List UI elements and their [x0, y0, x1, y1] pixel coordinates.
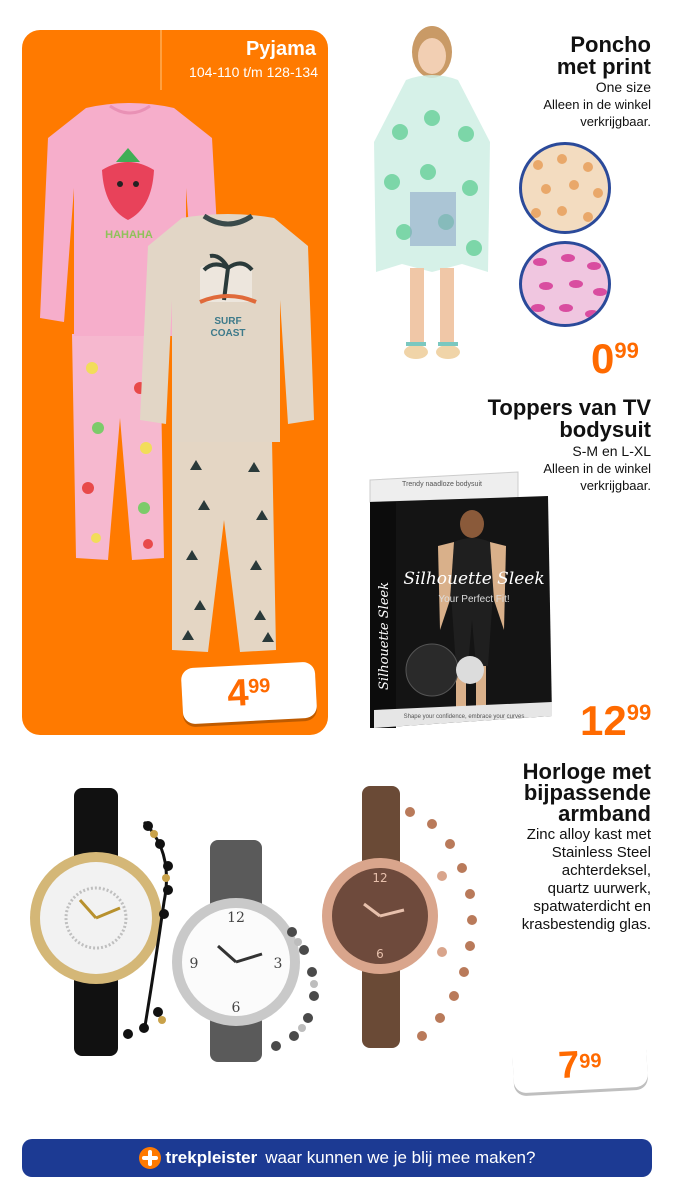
svg-text:6: 6: [376, 947, 384, 961]
svg-text:12: 12: [372, 871, 388, 885]
shirt-print-text: HAHAHA: [105, 229, 153, 241]
watch-price-cents: 99: [578, 1049, 603, 1074]
shirt-print-text-surf: SURF: [214, 316, 242, 327]
svg-text:12: 12: [227, 910, 245, 926]
svg-text:3: 3: [273, 956, 283, 972]
pyjama-sizes: 104-110 t/m 128-134: [189, 64, 318, 80]
poncho-price-main: 0: [591, 335, 615, 382]
watch-desc-line5: spatwaterdicht en: [533, 898, 651, 915]
watch-desc-line1: Zinc alloy kast met: [526, 826, 651, 843]
poncho-price-cents: 99: [614, 338, 639, 363]
watch-title-line3: armband: [558, 801, 651, 826]
watch-title-line1: Horloge met: [522, 759, 651, 784]
pyjama-panel: [22, 30, 328, 735]
pyjama-price-badge: [181, 662, 318, 725]
panel-divider: [160, 30, 162, 90]
bodysuit-box-image: [368, 470, 554, 732]
poncho-note-line2: verkrijgbaar.: [580, 114, 651, 129]
watch-desc-line4: quartz uurwerk,: [547, 880, 651, 897]
poncho-print-swatch-pink: [519, 241, 611, 327]
bodysuit-note-line2: verkrijgbaar.: [580, 478, 651, 493]
box-brand-text: Silhouette Sleek: [403, 569, 545, 589]
bodysuit-title-line1: Toppers van TV: [487, 395, 651, 420]
watch-price-badge: [512, 1037, 648, 1094]
bodysuit-title-line2: bodysuit: [559, 417, 651, 442]
beige-pyjama-image: [138, 210, 318, 660]
poncho-note-line1: Alleen in de winkel: [543, 97, 651, 112]
watch-title-line2: bijpassende: [523, 780, 651, 805]
footer-slogan: waar kunnen we je blij mee maken?: [265, 1148, 536, 1167]
bodysuit-price-cents: 99: [626, 700, 652, 725]
trekpleister-logo-icon: [139, 1147, 161, 1169]
box-top-text: Trendy naadloze bodysuit: [402, 481, 482, 488]
box-side-text: Silhouette Sleek: [377, 581, 392, 690]
svg-text:9: 9: [189, 956, 199, 972]
poncho-model-image: [370, 22, 494, 374]
poncho-title-line1: Poncho: [570, 32, 651, 57]
watch-desc-line3: achterdeksel,: [561, 862, 651, 879]
watch-desc-line6: krasbestendig glas.: [521, 916, 651, 933]
poncho-print-swatch-orange: [519, 142, 611, 234]
poncho-price: [591, 335, 639, 382]
box-tagline-text: Your Perfect Fit!: [438, 594, 510, 605]
poncho-title-line2: met print: [556, 54, 651, 79]
shirt-print-text-coast: COAST: [210, 328, 246, 339]
pyjama-price-cents: 99: [247, 674, 271, 699]
trekpleister-logo[interactable]: [139, 1147, 258, 1169]
bodysuit-size: S-M en L-XL: [572, 443, 651, 459]
footer-bar: [22, 1139, 652, 1177]
watch-price-main: 7: [557, 1044, 581, 1088]
box-bottom-text: Shape your confidence, embrace your curves: [403, 714, 525, 720]
bodysuit-note-line1: Alleen in de winkel: [543, 461, 651, 476]
bodysuit-price: [580, 697, 652, 744]
svg-text:6: 6: [231, 1000, 241, 1016]
pyjama-price-main: 4: [226, 672, 250, 716]
pyjama-title: Pyjama: [245, 38, 316, 60]
poncho-size: One size: [595, 79, 651, 95]
watches-image: [24, 782, 504, 1064]
watch-desc-line2: Stainless Steel: [551, 844, 651, 861]
trekpleister-logo-text: trekpleister: [165, 1148, 258, 1167]
bodysuit-price-main: 12: [580, 697, 627, 744]
